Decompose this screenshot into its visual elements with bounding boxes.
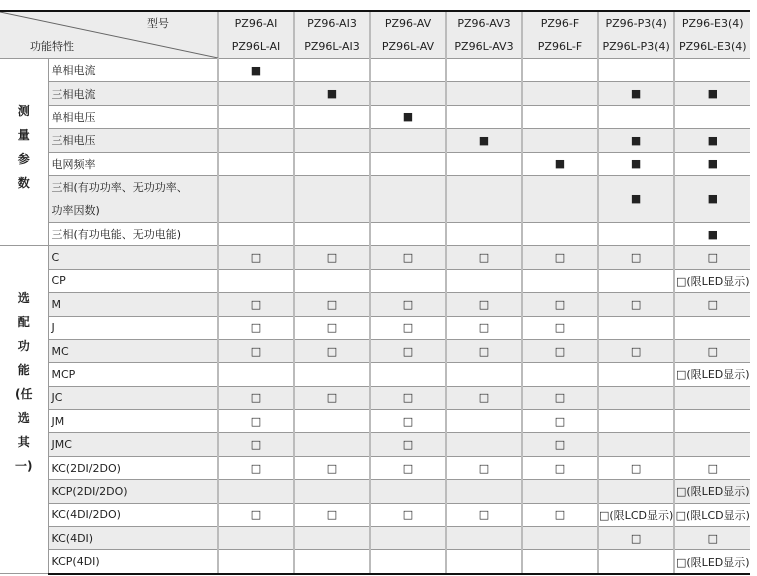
empty-cell bbox=[218, 269, 294, 292]
table-row bbox=[0, 293, 750, 316]
feature-name: JC bbox=[48, 386, 218, 409]
empty-cell bbox=[598, 410, 674, 433]
feature-name: KC(4DI/2DO) bbox=[48, 503, 218, 526]
empty-cell bbox=[522, 105, 598, 128]
empty-cell bbox=[522, 222, 598, 245]
empty-cell bbox=[370, 363, 446, 386]
empty-cell bbox=[598, 550, 674, 574]
optional-mark: □ bbox=[370, 433, 446, 456]
model-name: PZ96-E3(4) bbox=[681, 17, 744, 30]
model-name: PZ96L-AV bbox=[381, 40, 435, 53]
empty-cell bbox=[598, 59, 674, 82]
optional-mark: □ bbox=[218, 410, 294, 433]
optional-mark: □ bbox=[294, 386, 370, 409]
empty-cell bbox=[522, 59, 598, 82]
optional-mark: □ bbox=[598, 527, 674, 550]
optional-mark: □ bbox=[522, 339, 598, 362]
group-label-char: 选 bbox=[17, 291, 30, 306]
empty-cell bbox=[522, 129, 598, 152]
optional-mark: □ bbox=[218, 433, 294, 456]
empty-cell bbox=[370, 527, 446, 550]
optional-mark: □ bbox=[674, 527, 750, 550]
model-name: PZ96-AV bbox=[384, 17, 432, 30]
table-row bbox=[0, 129, 750, 152]
model-header bbox=[522, 11, 598, 59]
empty-cell bbox=[522, 363, 598, 386]
table-row bbox=[0, 175, 750, 222]
optional-mark: □ bbox=[522, 316, 598, 339]
empty-cell bbox=[370, 152, 446, 175]
empty-cell bbox=[598, 386, 674, 409]
empty-cell bbox=[218, 82, 294, 105]
model-name: PZ96-AI3 bbox=[307, 17, 357, 30]
optional-mark: □(限LCD显示) bbox=[674, 503, 750, 526]
empty-cell bbox=[446, 410, 522, 433]
optional-mark: □ bbox=[522, 246, 598, 269]
table-row bbox=[0, 152, 750, 175]
optional-mark: □ bbox=[294, 316, 370, 339]
optional-mark: □ bbox=[294, 293, 370, 316]
group-label-char: 数 bbox=[17, 176, 30, 190]
feature-name: KCP(4DI) bbox=[48, 550, 218, 574]
supported-mark: ■ bbox=[598, 175, 674, 222]
optional-mark: □ bbox=[446, 293, 522, 316]
feature-name: M bbox=[48, 293, 218, 316]
table-row bbox=[0, 82, 750, 105]
model-header bbox=[598, 11, 674, 59]
optional-mark: □ bbox=[674, 339, 750, 362]
empty-cell bbox=[522, 550, 598, 574]
model-header bbox=[446, 11, 522, 59]
group-label bbox=[0, 246, 48, 574]
optional-mark: □ bbox=[370, 503, 446, 526]
optional-mark: □ bbox=[446, 503, 522, 526]
header-corner-cell bbox=[0, 11, 218, 59]
group-label-char: 量 bbox=[17, 128, 30, 142]
empty-cell bbox=[598, 222, 674, 245]
empty-cell bbox=[370, 269, 446, 292]
table-row bbox=[0, 246, 750, 269]
supported-mark: ■ bbox=[674, 82, 750, 105]
supported-mark: ■ bbox=[218, 59, 294, 82]
empty-cell bbox=[446, 480, 522, 503]
empty-cell bbox=[218, 105, 294, 128]
empty-cell bbox=[522, 269, 598, 292]
empty-cell bbox=[446, 363, 522, 386]
feature-name: 三相电压 bbox=[48, 129, 218, 152]
optional-mark: □(限LED显示) bbox=[674, 363, 750, 386]
feature-name: CP bbox=[48, 269, 218, 292]
supported-mark: ■ bbox=[674, 175, 750, 222]
empty-cell bbox=[218, 480, 294, 503]
optional-mark: □ bbox=[522, 433, 598, 456]
feature-label: 功能特性 bbox=[30, 40, 74, 53]
model-header bbox=[294, 11, 370, 59]
empty-cell bbox=[294, 550, 370, 574]
supported-mark: ■ bbox=[370, 105, 446, 128]
empty-cell bbox=[522, 480, 598, 503]
empty-cell bbox=[598, 480, 674, 503]
empty-cell bbox=[674, 433, 750, 456]
empty-cell bbox=[674, 386, 750, 409]
empty-cell bbox=[598, 433, 674, 456]
table-row bbox=[0, 222, 750, 245]
feature-name: MC bbox=[48, 339, 218, 362]
feature-name: 单相电压 bbox=[48, 105, 218, 128]
model-header bbox=[674, 11, 750, 59]
empty-cell bbox=[446, 433, 522, 456]
group-label-char: 其 bbox=[17, 435, 30, 450]
supported-mark: ■ bbox=[294, 82, 370, 105]
empty-cell bbox=[598, 269, 674, 292]
feature-name-line: 三相(有功功率、无功功率、 bbox=[51, 180, 188, 194]
feature-name bbox=[48, 175, 218, 222]
table-row bbox=[0, 550, 750, 574]
empty-cell bbox=[522, 527, 598, 550]
model-label: 型号 bbox=[147, 17, 169, 30]
optional-mark: □ bbox=[522, 456, 598, 479]
supported-mark: ■ bbox=[598, 129, 674, 152]
supported-mark: ■ bbox=[522, 152, 598, 175]
table-row bbox=[0, 456, 750, 479]
empty-cell bbox=[218, 175, 294, 222]
feature-name: JM bbox=[48, 410, 218, 433]
feature-name: KCP(2DI/2DO) bbox=[48, 480, 218, 503]
optional-mark: □(限LED显示) bbox=[674, 269, 750, 292]
optional-mark: □ bbox=[598, 456, 674, 479]
optional-mark: □ bbox=[446, 386, 522, 409]
empty-cell bbox=[294, 480, 370, 503]
feature-name: 三相电流 bbox=[48, 82, 218, 105]
table-row bbox=[0, 105, 750, 128]
optional-mark: □ bbox=[370, 339, 446, 362]
empty-cell bbox=[294, 129, 370, 152]
optional-mark: □ bbox=[370, 410, 446, 433]
supported-mark: ■ bbox=[674, 129, 750, 152]
optional-mark: □ bbox=[294, 503, 370, 526]
optional-mark: □ bbox=[218, 316, 294, 339]
table-row bbox=[0, 316, 750, 339]
optional-mark: □ bbox=[598, 339, 674, 362]
empty-cell bbox=[218, 129, 294, 152]
optional-mark: □ bbox=[446, 316, 522, 339]
feature-table bbox=[0, 10, 750, 575]
feature-name: KC(2DI/2DO) bbox=[48, 456, 218, 479]
supported-mark: ■ bbox=[598, 152, 674, 175]
optional-mark: □ bbox=[370, 293, 446, 316]
empty-cell bbox=[598, 363, 674, 386]
empty-cell bbox=[370, 222, 446, 245]
empty-cell bbox=[218, 550, 294, 574]
empty-cell bbox=[446, 82, 522, 105]
feature-name: MCP bbox=[48, 363, 218, 386]
optional-mark: □ bbox=[370, 316, 446, 339]
empty-cell bbox=[446, 152, 522, 175]
feature-name: 单相电流 bbox=[48, 59, 218, 82]
empty-cell bbox=[370, 129, 446, 152]
optional-mark: □ bbox=[370, 246, 446, 269]
empty-cell bbox=[294, 269, 370, 292]
empty-cell bbox=[522, 175, 598, 222]
optional-mark: □ bbox=[294, 246, 370, 269]
optional-mark: □ bbox=[522, 293, 598, 316]
table-row bbox=[0, 269, 750, 292]
optional-mark: □ bbox=[218, 339, 294, 362]
group-label-char: 功 bbox=[17, 339, 30, 354]
empty-cell bbox=[446, 59, 522, 82]
model-name: PZ96L-F bbox=[537, 40, 583, 53]
empty-cell bbox=[522, 82, 598, 105]
model-name: PZ96-P3(4) bbox=[605, 17, 667, 30]
supported-mark: ■ bbox=[446, 129, 522, 152]
empty-cell bbox=[446, 550, 522, 574]
group-label-char: 配 bbox=[17, 315, 30, 330]
model-name: PZ96L-AV3 bbox=[454, 40, 514, 53]
group-label-char: (任 bbox=[15, 387, 33, 402]
table-row bbox=[0, 480, 750, 503]
empty-cell bbox=[674, 105, 750, 128]
empty-cell bbox=[370, 480, 446, 503]
table-row bbox=[0, 433, 750, 456]
group-label bbox=[0, 59, 48, 246]
empty-cell bbox=[218, 363, 294, 386]
optional-mark: □ bbox=[370, 386, 446, 409]
empty-cell bbox=[598, 316, 674, 339]
optional-mark: □ bbox=[218, 386, 294, 409]
empty-cell bbox=[294, 152, 370, 175]
model-name: PZ96-F bbox=[540, 17, 580, 30]
empty-cell bbox=[294, 410, 370, 433]
empty-cell bbox=[294, 433, 370, 456]
model-header bbox=[218, 11, 294, 59]
supported-mark: ■ bbox=[598, 82, 674, 105]
optional-mark: □ bbox=[294, 339, 370, 362]
table-row bbox=[0, 503, 750, 526]
optional-mark: □ bbox=[522, 503, 598, 526]
optional-mark: □(限LED显示) bbox=[674, 480, 750, 503]
table-row bbox=[0, 386, 750, 409]
empty-cell bbox=[370, 59, 446, 82]
optional-mark: □ bbox=[522, 386, 598, 409]
table-row bbox=[0, 363, 750, 386]
feature-name: JMC bbox=[48, 433, 218, 456]
feature-name: 三相(有功电能、无功电能) bbox=[48, 222, 218, 245]
empty-cell bbox=[294, 363, 370, 386]
model-name: PZ96-AV3 bbox=[457, 17, 511, 30]
model-name: PZ96L-P3(4) bbox=[602, 40, 670, 53]
optional-mark: □ bbox=[446, 339, 522, 362]
empty-cell bbox=[294, 222, 370, 245]
optional-mark: □ bbox=[598, 293, 674, 316]
group-label-char: 一) bbox=[15, 459, 33, 474]
empty-cell bbox=[218, 527, 294, 550]
optional-mark: □ bbox=[446, 246, 522, 269]
optional-mark: □ bbox=[218, 456, 294, 479]
empty-cell bbox=[446, 175, 522, 222]
empty-cell bbox=[446, 527, 522, 550]
empty-cell bbox=[370, 82, 446, 105]
empty-cell bbox=[674, 410, 750, 433]
table-row bbox=[0, 527, 750, 550]
empty-cell bbox=[294, 527, 370, 550]
optional-mark: □ bbox=[674, 456, 750, 479]
empty-cell bbox=[674, 59, 750, 82]
header-row bbox=[0, 11, 750, 59]
table-row bbox=[0, 410, 750, 433]
feature-name: KC(4DI) bbox=[48, 527, 218, 550]
group-label-char: 能 bbox=[17, 363, 30, 378]
optional-mark: □ bbox=[218, 246, 294, 269]
empty-cell bbox=[294, 105, 370, 128]
empty-cell bbox=[446, 269, 522, 292]
model-header bbox=[370, 11, 446, 59]
empty-cell bbox=[674, 316, 750, 339]
optional-mark: □ bbox=[522, 410, 598, 433]
empty-cell bbox=[218, 222, 294, 245]
optional-mark: □ bbox=[446, 456, 522, 479]
optional-mark: □ bbox=[674, 293, 750, 316]
empty-cell bbox=[446, 222, 522, 245]
optional-mark: □ bbox=[218, 293, 294, 316]
table-row bbox=[0, 59, 750, 82]
optional-mark: □ bbox=[218, 503, 294, 526]
model-name: PZ96L-E3(4) bbox=[678, 40, 747, 53]
model-name: PZ96L-AI bbox=[231, 40, 281, 53]
feature-name-line: 功率因数) bbox=[51, 203, 100, 217]
empty-cell bbox=[370, 175, 446, 222]
group-label-char: 测 bbox=[17, 104, 30, 118]
empty-cell bbox=[218, 152, 294, 175]
table-row bbox=[0, 339, 750, 362]
group-label-char: 参 bbox=[17, 152, 30, 166]
optional-mark: □(限LCD显示) bbox=[598, 503, 674, 526]
feature-name: J bbox=[48, 316, 218, 339]
feature-name: C bbox=[48, 246, 218, 269]
model-name: PZ96-AI bbox=[234, 17, 278, 30]
empty-cell bbox=[294, 175, 370, 222]
empty-cell bbox=[598, 105, 674, 128]
feature-name: 电网频率 bbox=[48, 152, 218, 175]
optional-mark: □(限LED显示) bbox=[674, 550, 750, 574]
empty-cell bbox=[370, 550, 446, 574]
supported-mark: ■ bbox=[674, 152, 750, 175]
model-name: PZ96L-AI3 bbox=[304, 40, 360, 53]
supported-mark: ■ bbox=[674, 222, 750, 245]
optional-mark: □ bbox=[674, 246, 750, 269]
optional-mark: □ bbox=[598, 246, 674, 269]
empty-cell bbox=[446, 105, 522, 128]
group-label-char: 选 bbox=[17, 411, 30, 426]
feature-table-container bbox=[0, 10, 750, 575]
empty-cell bbox=[294, 59, 370, 82]
optional-mark: □ bbox=[370, 456, 446, 479]
optional-mark: □ bbox=[294, 456, 370, 479]
